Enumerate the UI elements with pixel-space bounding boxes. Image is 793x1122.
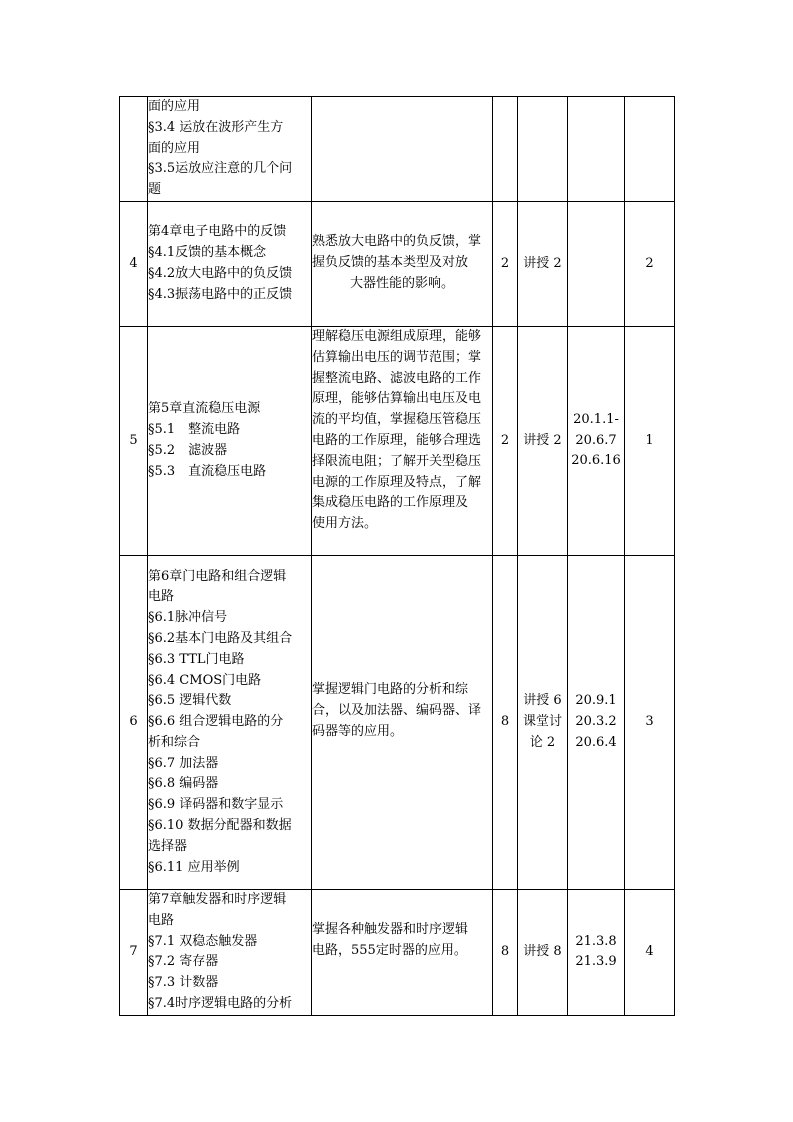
content-line: 电路 [148,912,175,928]
chapter-content [148,890,312,1016]
content-line: §6.3 TTL门电路 [148,651,245,667]
goal-line: 掌握各种触发器和时序逻辑 [312,922,469,937]
goal-line: 熟悉放大电路中的负反馈，掌 [312,234,482,249]
teaching-method [518,327,568,556]
content-line: 第7章触发器和时序逻辑 [148,892,287,907]
method-line: 讲授 8 [523,943,562,959]
content-line: §3.4 运放在波形产生方 [148,119,284,135]
chapter-content [148,202,312,327]
content-line: §4.2放大电路中的负反馈 [148,266,293,281]
chapter-number: 5 [120,327,148,556]
content-line: 第5章直流稳压电源 [148,401,261,417]
goal-line: 理解稳压电源组成原理，能够 [312,329,482,344]
chapter-number: 7 [120,890,148,1016]
class-hours: 8 [493,890,518,1016]
goal-line: 电路，555定时器的应用。 [312,942,467,958]
content-line: §6.5 逻辑代数 [148,693,232,709]
goal-line: 择限流电阻；了解开关型稳压 [312,453,482,469]
problem-line: 21.3.8 [575,933,617,949]
content-line: §7.3 计数器 [148,975,219,991]
content-line: §4.1反馈的基本概念 [148,245,267,261]
content-line: 面的应用 [148,140,201,156]
method-line: 讲授 2 [523,255,562,271]
chapter-number: 6 [120,556,148,890]
content-line: §5.3 直流稳压电路 [148,463,267,479]
content-line: 第4章电子电路中的反馈 [148,224,287,240]
row-note: 1 [625,327,675,556]
content-line: §6.4 CMOS门电路 [148,672,262,688]
goal-line: 握整流电路、滤波电路的工作 [312,370,482,386]
problem-line: 20.6.4 [575,734,617,750]
content-line: §7.4时序逻辑电路的分析 [148,995,293,1011]
content-line: §4.3振荡电路中的正反馈 [148,286,293,302]
teaching-method [518,97,568,202]
homework-problems [568,327,625,556]
goal-line: 流的平均值，掌握稳压管稳压 [312,412,482,428]
problem-line: 20.6.7 [575,432,617,448]
row-note [625,97,675,202]
syllabus-table [119,96,675,1016]
content-line: §6.10 数据分配器和数据 [148,818,292,834]
homework-problems [568,556,625,890]
method-line: 论 2 [529,734,556,750]
content-line: §6.6 组合逻辑电路的分 [148,714,284,730]
chapter-number [120,97,148,202]
method-line: 课堂讨 [522,714,562,730]
goal-line: 电源的工作原理及特点，了解 [312,474,482,490]
row-note: 4 [625,890,675,1016]
goal-line: 码器等的应用。 [312,723,404,739]
content-line: 第6章门电路和组合逻辑 [148,568,287,584]
content-line: 析和综合 [148,734,201,750]
content-line: §6.7 加法器 [148,755,219,771]
teaching-goal [312,890,493,1016]
homework-problems [568,890,625,1016]
chapter-content [148,556,312,890]
goal-line: 掌握逻辑门电路的分析和综 [312,682,469,697]
table-row [120,97,675,202]
content-line: §6.8 编码器 [148,776,219,792]
row-note: 3 [625,556,675,890]
table-row [120,202,675,327]
teaching-goal [312,202,493,327]
content-line: §5.2 滤波器 [148,443,228,458]
table-row [120,327,675,556]
row-note: 2 [625,202,675,327]
chapter-number: 4 [120,202,148,327]
problem-line: 20.1.1- [573,411,619,427]
homework-problems [568,202,625,327]
goal-line: 电路的工作原理，能够合理选 [312,432,482,448]
method-line: 讲授 2 [523,432,562,448]
content-line: §6.11 应用举例 [148,859,240,875]
goal-line: 原理，能够估算输出电压及电 [312,391,482,407]
class-hours [493,97,518,202]
chapter-content [148,327,312,556]
class-hours: 2 [493,202,518,327]
teaching-goal [312,97,493,202]
content-line: §6.9 译码器和数字显示 [148,797,284,813]
goal-line: 集成稳压电路的工作原理及 [312,495,469,511]
class-hours: 2 [493,327,518,556]
content-line: §7.1 双稳态触发器 [148,933,258,949]
table-row [120,890,675,1016]
content-line: §6.2基本门电路及其组合 [148,630,293,646]
class-hours: 8 [493,556,518,890]
problem-line: 20.9.1 [575,693,617,709]
goal-line: 使用方法。 [312,516,378,532]
content-line: 电路 [148,589,175,605]
teaching-method [518,890,568,1016]
content-line: 面的应用 [148,99,201,114]
goal-line: 大器性能的影响。 [349,275,454,291]
problem-line: 21.3.9 [575,954,617,970]
teaching-method [518,556,568,890]
table-row [120,556,675,890]
homework-problems [568,97,625,202]
goal-line: 估算输出电压的调节范围；掌 [312,349,482,365]
content-line: §3.5运放应注意的几个问 [148,161,293,177]
content-line: 题 [148,182,162,198]
problem-line: 20.6.16 [571,453,621,469]
chapter-content [148,97,312,202]
teaching-goal [312,556,493,890]
content-line: §5.1 整流电路 [148,422,241,438]
problem-line: 20.3.2 [575,714,617,730]
content-line: §6.1脉冲信号 [148,610,228,626]
content-line: 选择器 [148,838,188,854]
goal-line: 握负反馈的基本类型及对放 [312,254,469,270]
goal-line: 合，以及加法器、编码器、译 [312,702,482,718]
content-line: §7.2 寄存器 [148,954,219,970]
teaching-method [518,202,568,327]
method-line: 讲授 6 [523,693,562,709]
teaching-goal [312,327,493,556]
